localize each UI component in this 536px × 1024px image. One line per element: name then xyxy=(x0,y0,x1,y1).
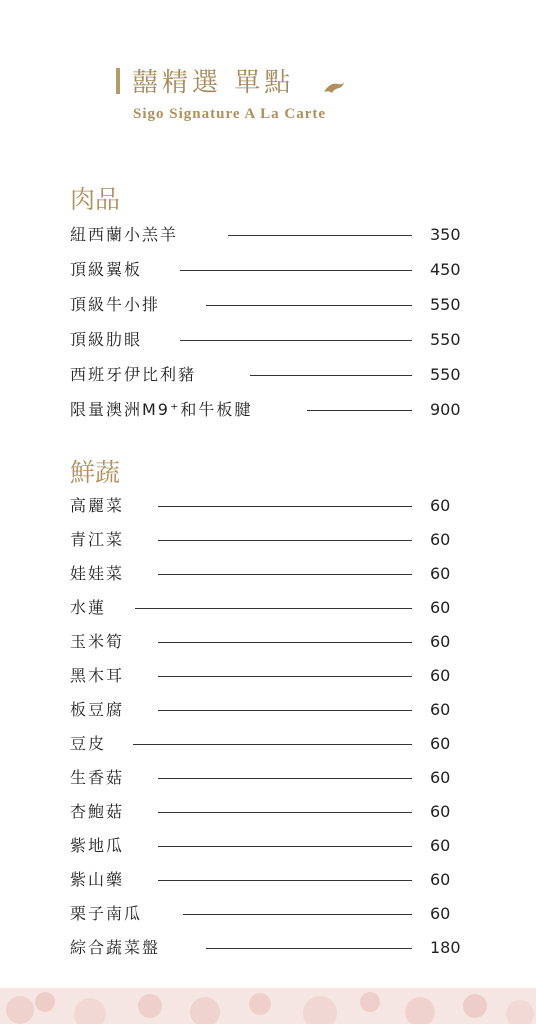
menu-item-price: 60 xyxy=(430,666,451,685)
menu-item-name: 高麗菜 xyxy=(70,496,125,515)
menu-title: 囍精選 單點 xyxy=(132,68,295,98)
menu-item-price: 60 xyxy=(430,496,451,515)
menu-item-row xyxy=(0,562,536,586)
menu-item-price: 60 xyxy=(430,870,451,889)
leader-line xyxy=(135,608,412,609)
menu-item-name: 板豆腐 xyxy=(70,700,125,719)
menu-item-price: 180 xyxy=(430,938,461,957)
leader-line xyxy=(180,340,412,341)
menu-item-price: 60 xyxy=(430,836,451,855)
leader-line xyxy=(158,540,412,541)
leader-line xyxy=(158,506,412,507)
menu-item-row xyxy=(0,766,536,790)
menu-item-price: 350 xyxy=(430,225,461,244)
menu-item-name: 豆皮 xyxy=(70,734,107,753)
menu-item-price: 450 xyxy=(430,260,461,279)
menu-item-name: 紫地瓜 xyxy=(70,836,125,855)
menu-item-price: 60 xyxy=(430,904,451,923)
menu-item-row xyxy=(0,868,536,892)
menu-item-row xyxy=(0,902,536,926)
floral-border xyxy=(0,988,536,1024)
menu-item-name: 紐西蘭小羔羊 xyxy=(70,225,179,244)
menu-subtitle: Sigo Signature A La Carte xyxy=(133,106,327,122)
leader-line xyxy=(158,846,412,847)
leader-line xyxy=(158,676,412,677)
leader-line xyxy=(250,375,412,376)
menu-item-row xyxy=(0,223,536,247)
leader-line xyxy=(158,710,412,711)
menu-item-row xyxy=(0,293,536,317)
menu-item-name: 限量澳洲M9⁺和牛板腱 xyxy=(70,400,253,419)
menu-item-price: 900 xyxy=(430,400,461,419)
menu-item-price: 60 xyxy=(430,802,451,821)
menu-item-price: 60 xyxy=(430,734,451,753)
menu-item-price: 60 xyxy=(430,632,451,651)
menu-item-row xyxy=(0,698,536,722)
leader-line xyxy=(158,778,412,779)
leader-line xyxy=(180,270,412,271)
menu-item-row xyxy=(0,528,536,552)
leader-line xyxy=(307,410,412,411)
menu-item-row xyxy=(0,494,536,518)
menu-item-price: 60 xyxy=(430,700,451,719)
title-accent-bar xyxy=(116,68,120,94)
leader-line xyxy=(183,914,412,915)
leader-line xyxy=(158,880,412,881)
menu-item-row xyxy=(0,800,536,824)
menu-item-name: 杏鮑菇 xyxy=(70,802,125,821)
menu-item-row xyxy=(0,936,536,960)
leader-line xyxy=(158,642,412,643)
menu-item-row xyxy=(0,398,536,422)
section-title-vegetables: 鮮蔬 xyxy=(70,458,121,487)
menu-item-name: 綜合蔬菜盤 xyxy=(70,938,161,957)
menu-item-name: 青江菜 xyxy=(70,530,125,549)
menu-item-name: 頂級翼板 xyxy=(70,260,143,279)
menu-item-price: 60 xyxy=(430,768,451,787)
leader-line xyxy=(206,948,412,949)
menu-item-price: 60 xyxy=(430,564,451,583)
leader-line xyxy=(158,574,412,575)
menu-header xyxy=(0,0,536,140)
menu-item-name: 黑木耳 xyxy=(70,666,125,685)
menu-item-name: 生香菇 xyxy=(70,768,125,787)
menu-item-row xyxy=(0,363,536,387)
leader-line xyxy=(158,812,412,813)
menu-item-row xyxy=(0,328,536,352)
menu-item-name: 水蓮 xyxy=(70,598,107,617)
menu-item-row xyxy=(0,834,536,858)
menu-item-price: 60 xyxy=(430,530,451,549)
leader-line xyxy=(228,235,412,236)
swan-icon xyxy=(322,78,346,96)
menu-item-name: 栗子南瓜 xyxy=(70,904,143,923)
floral-pattern xyxy=(0,988,536,1024)
menu-item-row xyxy=(0,732,536,756)
menu-item-row xyxy=(0,664,536,688)
menu-item-row xyxy=(0,258,536,282)
menu-item-price: 550 xyxy=(430,365,461,384)
leader-line xyxy=(133,744,412,745)
menu-item-name: 西班牙伊比利豬 xyxy=(70,365,197,384)
menu-item-name: 娃娃菜 xyxy=(70,564,125,583)
menu-item-name: 頂級肋眼 xyxy=(70,330,143,349)
menu-item-price: 550 xyxy=(430,295,461,314)
menu-item-name: 紫山藥 xyxy=(70,870,125,889)
menu-item-row xyxy=(0,630,536,654)
section-title-meat: 肉品 xyxy=(70,185,121,214)
menu-item-row xyxy=(0,596,536,620)
menu-item-name: 玉米筍 xyxy=(70,632,125,651)
menu-item-name: 頂級牛小排 xyxy=(70,295,161,314)
menu-item-price: 60 xyxy=(430,598,451,617)
leader-line xyxy=(206,305,412,306)
menu-item-price: 550 xyxy=(430,330,461,349)
